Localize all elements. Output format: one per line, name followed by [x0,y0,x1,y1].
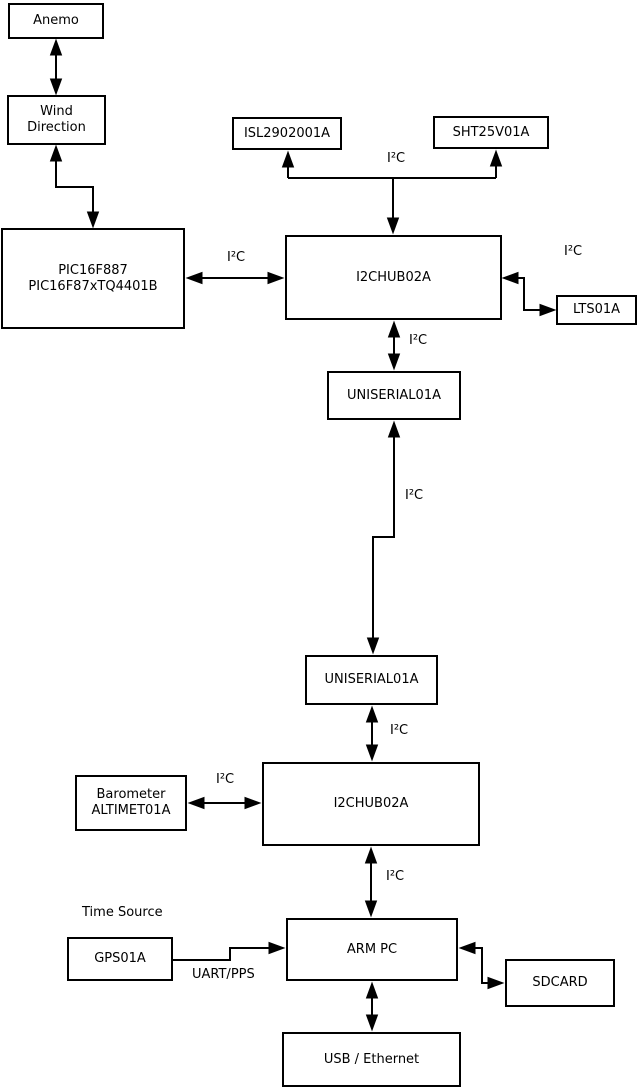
node-barometer-label-line1: Barometer [96,787,166,802]
node-i2chub02a-lower-label: I2CHUB02A [333,796,409,811]
node-sht25v01a-label: SHT25V01A [452,124,530,140]
edge-i2chub-lower-armpc [366,848,377,916]
arrowhead-right [540,305,555,316]
node-gps01a-label: GPS01A [94,951,146,966]
node-arm-pc-label: ARM PC [346,941,398,957]
edge-uniserial-lower-i2chub-lower [367,707,378,760]
node-isl2902001a [232,117,342,150]
edge-label-i2c-armpc: I²C [386,869,405,884]
arrowhead-up [51,40,62,55]
edge-armpc-sdcard [460,943,503,989]
arrowhead-down [388,218,399,233]
arrowhead-up [367,983,378,998]
node-barometer-altimet01a [75,775,187,831]
node-lts01a-label: LTS01A [572,302,621,317]
node-wind-direction-label-line1: Wind [40,104,73,119]
edge-armpc-usb-ethernet [367,983,378,1030]
arrowhead-right [488,978,503,989]
connector-line [56,158,93,215]
arrowhead-left [460,943,475,954]
arrowhead-left [187,273,202,284]
arrowhead-up [283,152,294,167]
node-pic16f887-label-line1: PIC16F887 [58,262,128,278]
arrowhead-up [51,146,62,161]
node-sdcard-label: SDCARD [532,975,588,990]
arrowhead-left [503,273,518,284]
edge-i2chub-upper-lts [503,273,555,316]
edge-label-i2c-long-link: I²C [405,488,424,503]
arrowhead-right [269,943,284,954]
node-uniserial01a-upper [327,371,461,420]
arrowhead-up [389,322,400,337]
node-usb-ethernet-label: USB / Ethernet [323,1051,420,1067]
node-i2chub02a-lower [262,762,480,846]
edge-label-uart-pps: UART/PPS [192,967,255,982]
node-sdcard [505,959,615,1007]
arrowhead-up [366,848,377,863]
edge-barometer-i2chub-lower [189,798,260,809]
arrowhead-up [367,707,378,722]
edge-anemo-wind-direction [51,40,62,94]
arrowhead-down [88,212,99,227]
node-i2chub02a-upper-label: I2CHUB02A [356,269,431,285]
arrowhead-up [389,422,400,437]
edge-label-i2c-pic: I²C [227,250,246,265]
edge-label-i2c-barometer: I²C [216,772,235,787]
node-anemo [8,3,104,39]
arrowhead-right [245,798,260,809]
edge-pic-i2chub-upper [187,273,283,284]
node-uniserial01a-lower [305,655,438,705]
edge-label-i2c-uniserial-upper: I²C [409,333,428,348]
edge-gps-armpc [173,943,284,961]
node-lts01a [556,295,637,325]
edge-i2chub-upper-uniserial-upper [389,322,400,369]
node-i2chub02a-upper [285,235,502,320]
node-arm-pc [286,918,458,981]
node-wind-direction [7,95,106,145]
connector-line [173,948,273,960]
node-anemo-label: Anemo [33,13,79,28]
node-gps01a [67,937,173,981]
edge-label-i2c-uniserial-lower: I²C [390,723,409,738]
arrowhead-down [389,354,400,369]
edge-uniserial-upper-uniserial-lower [368,422,400,653]
node-pic16f887-label-line2: PIC16F87xTQ4401B [28,278,158,294]
node-barometer-label-line2: ALTIMET01A [91,803,171,818]
node-usb-ethernet [282,1032,461,1087]
arrowhead-down [367,1015,378,1030]
edge-label-i2c-isl-sht: I²C [387,151,406,166]
arrowhead-down [51,79,62,94]
arrowhead-left [189,798,204,809]
node-pic16f887 [1,228,185,329]
node-uniserial01a-lower-label: UNISERIAL01A [324,672,419,687]
caption-time-source: Time Source [82,905,163,920]
arrowhead-right [268,273,283,284]
arrowhead-down [367,745,378,760]
edge-wind-direction-pic [51,146,99,227]
connector-line [373,433,394,641]
edge-label-i2c-lts: I²C [564,244,583,259]
node-isl2902001a-label: ISL2902001A [243,125,331,141]
node-wind-direction-label-line2: Direction [27,120,86,135]
arrowhead-down [368,638,379,653]
node-sht25v01a [433,116,549,149]
node-uniserial01a-upper-label: UNISERIAL01A [347,387,441,403]
arrowhead-up [491,151,502,166]
arrowhead-down [366,901,377,916]
